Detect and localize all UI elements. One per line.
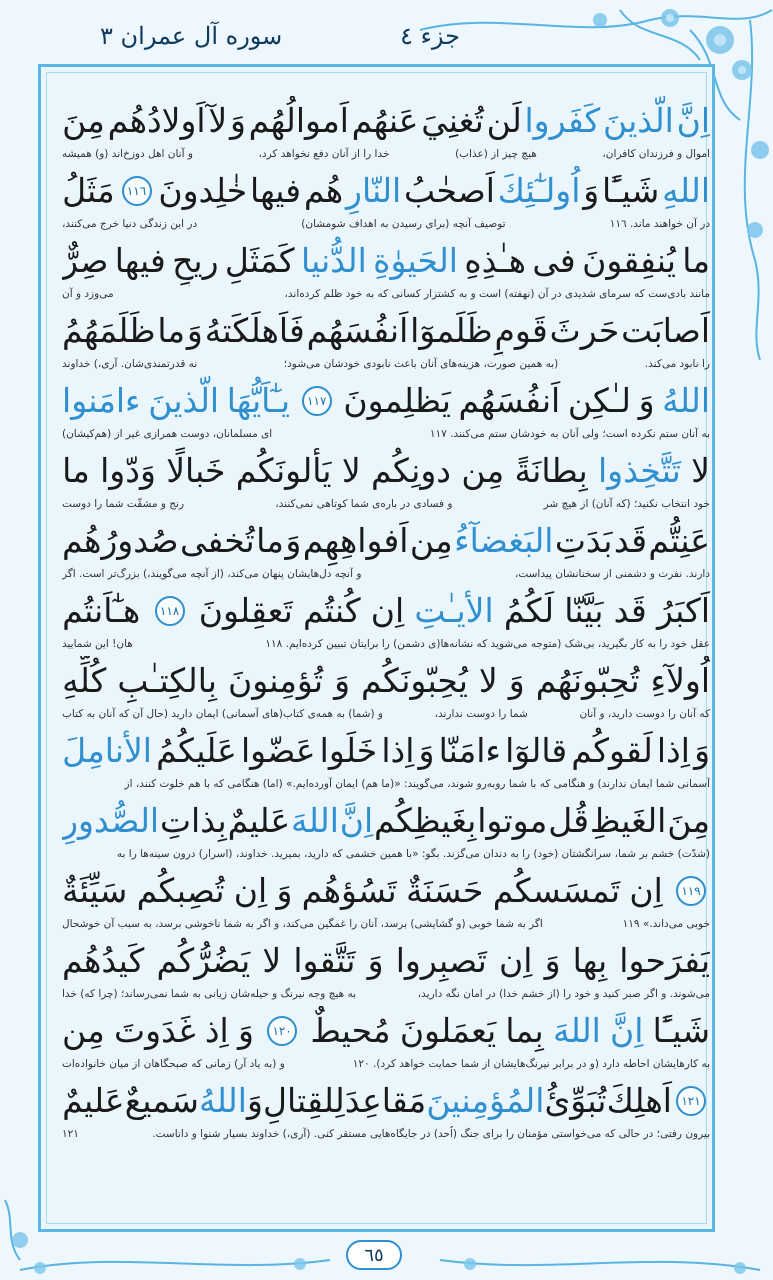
persian-translation-line: [62, 916, 710, 932]
arabic-line: [62, 1006, 710, 1056]
arabic-word: ما: [62, 451, 90, 490]
arabic-word: اَصحٰبُ: [404, 171, 495, 210]
arabic-word: وَ: [544, 941, 561, 980]
translation-segment: اموال و فرزندان کافران،: [602, 148, 710, 160]
translation-segment: هان! این شمایید: [62, 638, 133, 650]
arabic-word: تَعقِلونَ: [198, 591, 293, 630]
persian-translation-line: [62, 846, 710, 862]
arabic-word: الأنامِلَ: [62, 731, 152, 770]
translation-segment: به هیچ وجه نیرنگ و حیله‌شان زیانی به شما نمی‌رساند؛ (چرا که) خدا: [62, 988, 357, 1000]
arabic-word: وَ: [334, 661, 351, 700]
arabic-word: ءامَنوا: [62, 381, 141, 420]
arabic-word: ظَلَموٓا: [410, 311, 493, 350]
arabic-word: اَولادُهُم: [107, 101, 206, 140]
translation-segment: به کارهایشان احاطه دارد (و در برابر نیرنگ‌هایشان از شما حمایت خواهد کرد). ١٢٠: [352, 1058, 710, 1070]
arabic-word: صِرٌّ: [62, 241, 109, 280]
arabic-word: الغَيظِ: [589, 801, 667, 840]
arabic-line: [62, 306, 710, 356]
translation-segment: در آن خواهند ماند. ١١٦: [609, 218, 710, 230]
arabic-word: اِنَّ: [610, 1011, 644, 1050]
translation-segment: و آنان اهل دوزخ‌اند (و) همیشه: [62, 148, 193, 160]
translation-segment: نه قدرتمندی‌شان. آری،) خداوند: [62, 358, 198, 370]
arabic-word: قَد: [613, 521, 647, 560]
arabic-line: [62, 936, 710, 986]
translation-segment: مانند بادی‌ست که سرمای شدیدی در آن (نهفته) است و به کشتزار کسانی که به خود ظلم کرده‌اند،: [284, 288, 710, 300]
arabic-word: لَقوكُم: [571, 731, 653, 770]
persian-translation-line: [62, 636, 710, 652]
arabic-word: خَلَوا: [319, 731, 378, 770]
arabic-word: البَغضآءُ: [454, 521, 554, 560]
persian-translation-line: [62, 706, 710, 722]
arabic-word: وَ: [583, 171, 600, 210]
arabic-word: تُخفى: [180, 521, 255, 560]
translation-segment: خود انتخاب نکنید؛ (که آنان) از هیچ شر: [543, 498, 710, 510]
surah-label: سوره آل عمران ٣: [100, 22, 283, 50]
translation-segment: ١٢١: [62, 1128, 79, 1140]
arabic-word: بَيَّنّا: [564, 591, 604, 630]
arabic-word: صُدورُهُم: [62, 521, 179, 560]
translation-segment: اگر به شما خوبی (و گشایشی) برسد، آنان را غمگین می‌کند، و اگر به شما ناخوشی برسد، به سبب آن خوشحال: [62, 918, 543, 930]
arabic-word: قَومٍ: [494, 311, 548, 350]
arabic-word: تَمسَسكُم: [492, 871, 621, 910]
persian-translation-line: [62, 356, 710, 372]
arabic-word: لَكُمُ: [503, 591, 555, 630]
persian-translation-line: [62, 496, 710, 512]
arabic-word: الدُّنيا: [301, 241, 367, 280]
translation-segment: در این زندگی دنیا خرج می‌کنند،: [62, 218, 198, 230]
arabic-word: يُحِبّونَكُم: [361, 661, 468, 700]
verse-number-icon: ١٢١: [676, 1086, 706, 1116]
arabic-word: وَ: [694, 731, 710, 770]
arabic-word: قالوٓا: [505, 731, 568, 770]
verse-number-icon: ١١٨: [155, 596, 185, 626]
translation-segment: به آنان ستم نکرده است؛ ولی آنان به خودشان ستم می‌کنند. ١١٧: [429, 428, 710, 440]
arabic-word: مِنَ: [62, 101, 105, 140]
arabic-word: كُلِّهِ: [62, 661, 107, 700]
arabic-word: قَد: [613, 591, 647, 630]
arabic-word: تُحِبّونَهُم: [535, 661, 640, 700]
arabic-word: غَدَوتَ: [114, 1011, 196, 1050]
arabic-word: قُل: [548, 801, 590, 840]
arabic-word: الأيـٰتِ: [414, 591, 494, 630]
arabic-word: وَ: [229, 101, 246, 140]
arabic-word: اللهَ: [291, 801, 339, 840]
arabic-line: [62, 1076, 710, 1126]
arabic-word: يَعمَلونَ: [399, 1011, 497, 1050]
arabic-line: [62, 726, 710, 776]
arabic-word: اِن: [498, 941, 533, 980]
arabic-line: [62, 166, 710, 216]
arabic-word: فى: [532, 241, 576, 280]
arabic-word: اِذ: [204, 1011, 229, 1050]
arabic-line: [62, 236, 710, 286]
arabic-word: اللهُ: [199, 1081, 247, 1120]
arabic-line: [62, 96, 710, 146]
arabic-word: اِذا: [381, 731, 415, 770]
arabic-word: اللهِ: [662, 171, 710, 210]
arabic-word: لآ: [208, 101, 228, 140]
arabic-word: هـٰذِهِ: [464, 241, 527, 280]
arabic-word: اِن: [233, 871, 268, 910]
arabic-word: بِطانَةً: [514, 451, 588, 490]
arabic-word: عَنِتُّم: [648, 521, 710, 560]
arabic-line: [62, 446, 710, 496]
translation-segment: رنج و مشقّت شما را دوست: [62, 498, 185, 510]
arabic-word: اَنفُسَهُم: [306, 311, 409, 350]
arabic-word: لـٰكِن: [567, 381, 631, 420]
arabic-line: [62, 376, 710, 426]
verse-number-icon: ١١٦: [122, 176, 152, 206]
translation-segment: می‌وزد و آن: [62, 288, 114, 300]
page-number: ٦٥: [364, 1244, 384, 1266]
persian-translation-line: [62, 566, 710, 582]
arabic-word: لا: [341, 451, 361, 490]
arabic-word: مِنَ: [667, 801, 710, 840]
arabic-word: وَ: [285, 521, 302, 560]
arabic-word: بِها: [572, 941, 608, 980]
arabic-word: ريحٍ: [172, 241, 219, 280]
arabic-word: تُغنِيَ: [421, 101, 484, 140]
arabic-word: حَسَنَةٌ: [405, 871, 484, 910]
translation-segment: هیچ چیز از (عذاب): [455, 148, 537, 160]
page-number-medallion-icon: [346, 1240, 402, 1270]
arabic-word: بِغَيظِكُم: [374, 801, 477, 840]
arabic-word: فيها: [114, 241, 166, 280]
translation-segment: (شدّت) خشم بر شما، سرانگشتان (خود) را به دندان می‌گزند. بگو: «با همین خشمی که دارید، بمیرید. خداوند، (اسرار) درون سینه‌ها را به: [116, 848, 710, 860]
arabic-word: كَيدُهُم: [62, 941, 145, 980]
arabic-line: [62, 656, 710, 706]
arabic-word: عَليمٌ: [227, 801, 291, 840]
persian-translation-line: [62, 776, 710, 792]
arabic-word: ظَلَمَهُمُ: [62, 311, 156, 350]
arabic-word: مِن: [461, 451, 505, 490]
arabic-word: شَيـًٔا: [601, 171, 660, 210]
arabic-word: ما: [157, 311, 186, 350]
arabic-word: وَ: [186, 311, 203, 350]
arabic-word: الحَيوٰةِ: [373, 241, 458, 280]
translation-segment: شما را دوست ندارند،: [434, 708, 528, 720]
persian-translation-line: [62, 1126, 710, 1142]
arabic-word: الَّذينَ: [148, 381, 220, 420]
arabic-word: بَدَتِ: [554, 521, 613, 560]
persian-translation-line: [62, 986, 710, 1002]
arabic-word: هـٰٓاَنتُم: [62, 591, 141, 630]
translation-segment: را نابود می‌کند.: [644, 358, 710, 370]
verse-number-icon: ١١٧: [302, 386, 332, 416]
translation-segment: دارند. نفرت و دشمنی از سخنانشان پیداست،: [514, 568, 710, 580]
arabic-word: وَ: [246, 1081, 263, 1120]
arabic-word: تُصِبكُم: [136, 871, 225, 910]
arabic-word: شَيـًٔا: [652, 1011, 710, 1050]
arabic-word: كَفَروا: [524, 101, 601, 140]
arabic-word: اللهُ: [662, 381, 710, 420]
verse-number-icon: ١٢٠: [267, 1016, 297, 1046]
arabic-word: اَنفُسَهُم: [458, 381, 561, 420]
arabic-word: عَليمٌ: [62, 1081, 125, 1120]
arabic-word: ءامَنّا: [438, 731, 501, 770]
page-header: [100, 14, 460, 58]
persian-translation-line: [62, 426, 710, 442]
arabic-word: بِما: [505, 1011, 544, 1050]
arabic-word: وَ: [276, 871, 293, 910]
arabic-word: دونِكُم: [370, 451, 451, 490]
arabic-word: يَظلِمونَ: [343, 381, 451, 420]
translation-segment: بیرون رفتی؛ در حالی که می‌خواستی مؤمنان را برای جنگ (اُحد) در جایگاه‌هایی مستقر کنی. (آری،) خداوند بسیار شنوا و داناست.: [152, 1128, 710, 1140]
arabic-word: اُولـٰٓئِكَ: [497, 171, 581, 210]
arabic-word: مَقاعِدَ: [344, 1081, 427, 1120]
arabic-word: اِنَّ: [339, 801, 374, 840]
translation-segment: (به همین صورت، هزینه‌های آنان باعث نابودی خودشان می‌شود؛: [283, 358, 559, 370]
persian-translation-line: [62, 146, 710, 162]
arabic-word: سَيِّئَةٌ: [62, 871, 128, 910]
arabic-word: اُولآءِ: [650, 661, 710, 700]
arabic-word: لَن: [486, 101, 522, 140]
arabic-word: لا: [478, 661, 498, 700]
arabic-word: المُؤمِنينَ: [426, 1081, 545, 1120]
arabic-word: سَميعٌ: [124, 1081, 199, 1120]
arabic-word: خٰلِدونَ: [158, 171, 248, 210]
juz-label: جزء ٤: [400, 22, 460, 50]
translation-segment: عقل خود را به کار بگیرید، بی‌شک (متوجه می‌شوید که نشانه‌ها(ی دشمن) را برایتان تبیین کرده‌ایم. ١١٨: [265, 638, 710, 650]
arabic-word: اِن: [370, 591, 405, 630]
arabic-word: اِن: [629, 871, 663, 910]
arabic-line: [62, 586, 710, 636]
arabic-word: اللهَ: [552, 1011, 601, 1050]
arabic-word: وَ: [508, 661, 525, 700]
arabic-line: [62, 796, 710, 846]
arabic-line: [62, 516, 710, 566]
arabic-word: تُؤمِنونَ: [227, 661, 324, 700]
arabic-word: اِذا: [656, 731, 690, 770]
arabic-word: لا: [691, 451, 710, 490]
translation-segment: و (به یاد آر) زمانی که صبحگاهان از میان خانواده‌ات: [62, 1058, 285, 1070]
arabic-word: ما: [682, 241, 710, 280]
arabic-word: ما: [256, 521, 284, 560]
verse-number-icon: ١١٩: [676, 876, 706, 906]
translation-segment: آسمانی شما ایمان ندارند) و هنگامی که با شما روبه‌رو شوند، می‌گویند: «(ما هم) ایمان آورده‌ایم.» (اما) هنگامی که با هم خلوت کنند، از: [124, 778, 710, 790]
arabic-word: خَبالًا: [166, 451, 226, 490]
arabic-word: عَنهُم: [351, 101, 419, 140]
persian-translation-line: [62, 216, 710, 232]
arabic-word: اَكبَرُ: [656, 591, 710, 630]
arabic-word: يَفرَحوا: [619, 941, 710, 980]
translation-segment: که آنان را دوست دارید، و آنان: [579, 708, 710, 720]
arabic-word: كُنتُم: [302, 591, 361, 630]
persian-translation-line: [62, 1056, 710, 1072]
arabic-word: لِلقِتالِ: [263, 1081, 345, 1120]
arabic-word: عَضّوا: [241, 731, 316, 770]
arabic-word: وَدّوا: [100, 451, 156, 490]
arabic-word: اِنَّ: [676, 101, 710, 140]
arabic-word: يَضُرُّكُم: [156, 941, 251, 980]
arabic-word: مُحيطٌ: [310, 1011, 391, 1050]
arabic-word: يـٰٓاَيُّهَا: [226, 381, 291, 420]
arabic-word: وَ: [367, 941, 384, 980]
arabic-line: [62, 866, 710, 916]
arabic-word: وَ: [418, 731, 435, 770]
translation-segment: و فسادی در باره‌ی شما کوتاهی نمی‌کنند،: [275, 498, 453, 510]
arabic-word: بِذاتِ: [159, 801, 227, 840]
translation-segment: و (شما) به همه‌ی کتاب(های آسمانی) ایمان دارید (حال آن که آنان به کتاب: [62, 708, 383, 720]
translation-segment: توصيف آنچه (برای رسیدن به اهداف شومشان): [301, 218, 506, 230]
arabic-word: مِن: [409, 521, 453, 560]
translation-segment: خدا را از آنان دفع نخواهد کرد،: [258, 148, 390, 160]
arabic-word: عَلَيكُمُ: [156, 731, 237, 770]
arabic-word: وَ: [237, 1011, 254, 1050]
translation-segment: و آنچه دل‌هایشان پنهان می‌کند، (از آنچه می‌گویند،) بزرگ‌تر است. اگر: [62, 568, 362, 580]
translation-segment: می‌شوند. و اگر صبر کنید و خود را (از خشم خدا) در امان نگه دارید،: [417, 988, 710, 1000]
arabic-word: النّارِ: [346, 171, 402, 210]
arabic-word: كَمَثَلِ: [224, 241, 295, 280]
translation-segment: ای مسلمانان، دوست همرازی غیر از (هم‌کیشان): [62, 428, 273, 440]
arabic-word: تَتَّخِذوا: [597, 451, 681, 490]
arabic-word: مِن: [62, 1011, 105, 1050]
arabic-word: بِالكِتـٰبِ: [117, 661, 217, 700]
verse-lines: [62, 96, 710, 1146]
arabic-word: حَرثَ: [549, 311, 620, 350]
arabic-word: وَ: [638, 381, 655, 420]
arabic-word: مَثَلُ: [62, 171, 115, 210]
arabic-word: يَألونَكُم: [235, 451, 332, 490]
arabic-word: هُم: [303, 171, 344, 210]
arabic-word: تَصبِروا: [395, 941, 487, 980]
arabic-word: موتوا: [477, 801, 548, 840]
arabic-word: اَفواهِهِم: [302, 521, 409, 560]
arabic-word: اَموالُهُم: [248, 101, 349, 140]
arabic-word: الَّذينَ: [602, 101, 674, 140]
arabic-word: يُنفِقونَ: [582, 241, 676, 280]
arabic-word: اَهلِكَ: [606, 1081, 672, 1120]
arabic-word: تَتَّقوا: [293, 941, 356, 980]
arabic-word: لا: [262, 941, 282, 980]
arabic-word: اَصابَت: [621, 311, 710, 350]
persian-translation-line: [62, 286, 710, 302]
arabic-word: الصُّدورِ: [62, 801, 160, 840]
arabic-word: فَاَهلَكَتهُ: [204, 311, 305, 350]
arabic-word: تَسُؤهُم: [301, 871, 397, 910]
arabic-word: تُبَوِّئُ: [544, 1081, 607, 1120]
arabic-word: فيها: [250, 171, 302, 210]
translation-segment: خوبی می‌داند.» ١١٩: [622, 918, 710, 930]
